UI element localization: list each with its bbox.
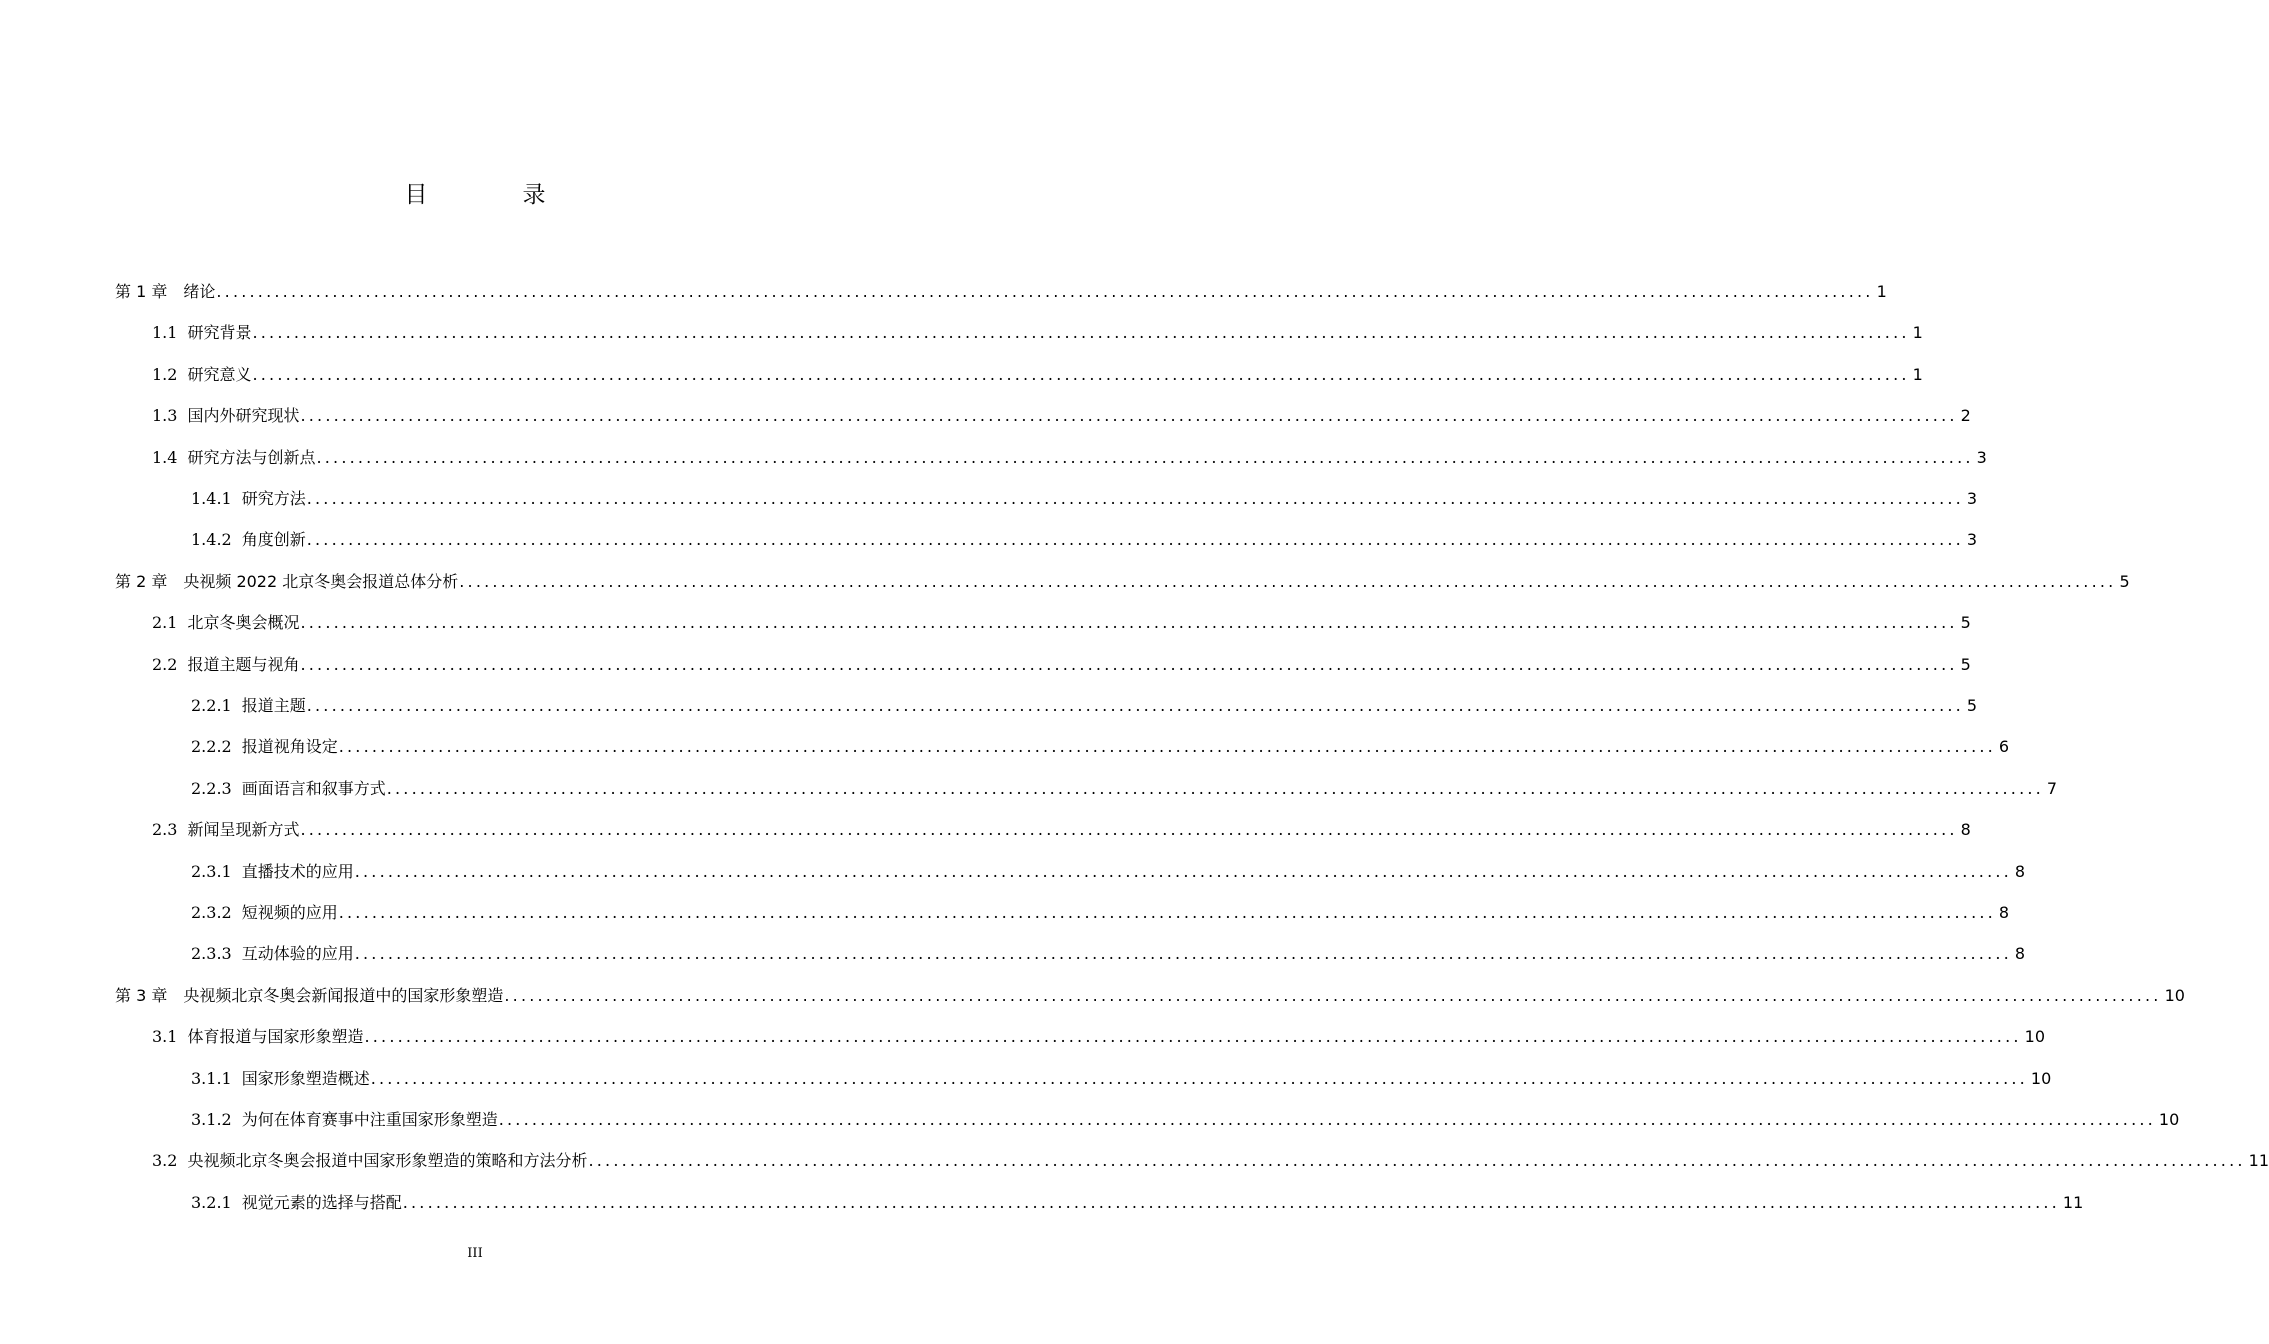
toc-entry-page: 3 [1966, 530, 1978, 550]
toc-entry-page: 5 [1960, 654, 1971, 674]
toc-entry-page: 11 [2062, 1192, 2084, 1212]
toc-entry[interactable] [191, 769, 2058, 809]
toc-dot-leader: ........................................................................................................................................................................................................ [316, 447, 1974, 467]
toc-entry[interactable] [152, 438, 1987, 478]
toc-entry[interactable] [191, 520, 1978, 560]
toc-entry-title: 为何在体育赛事中注重国家形象塑造 [241, 1110, 498, 1129]
toc-entry-title: 研究背景 [187, 323, 252, 343]
toc-dot-leader: ........................................................................................................................................................................................................ [216, 282, 1874, 301]
toc-entry-title: 新闻呈现新方式 [187, 820, 300, 840]
toc-dot-leader: ........................................................................................................................................................................................................ [306, 696, 1964, 715]
toc-dot-leader: ........................................................................................................................................................................................................ [364, 1027, 2022, 1047]
toc-entry-number: 2.1 [152, 613, 178, 633]
toc-entry-page: 10 [2024, 1027, 2046, 1047]
toc-entry-number: 1.2 [152, 364, 178, 384]
toc-dot-leader: ........................................................................................................................................................................................................ [402, 1192, 2060, 1212]
toc-dot-leader: ........................................................................................................................................................................................................ [354, 861, 2012, 881]
toc-entry-page: 1 [1876, 282, 1887, 301]
toc-entry-number: 3.2 [152, 1151, 178, 1171]
toc-entry-title: 体育报道与国家形象塑造 [187, 1027, 364, 1047]
toc-entry[interactable] [152, 1141, 2269, 1181]
toc-dot-leader: ........................................................................................................................................................................................................ [338, 737, 1996, 757]
toc-entry-page: 1 [1912, 364, 1923, 384]
toc-entry-number: 3.1 [152, 1027, 178, 1047]
toc-entry-page: 7 [2046, 778, 2058, 798]
toc-entry-title: 央视频 2022 北京冬奥会报道总体分析 [183, 571, 459, 591]
toc-entry[interactable] [152, 355, 1923, 395]
page-title: 目 录 [404, 182, 582, 208]
toc-entry-page: 8 [2014, 944, 2026, 964]
page-number-footer: III [467, 1246, 483, 1261]
toc-entry-title: 互动体验的应用 [241, 944, 354, 964]
toc-entry-title: 画面语言和叙事方式 [241, 778, 386, 798]
toc-entry-title: 角度创新 [241, 530, 306, 550]
toc-entry-title: 研究方法 [241, 489, 306, 508]
toc-entry[interactable] [191, 1059, 2052, 1099]
toc-entry-title: 报道主题 [241, 696, 306, 715]
toc-entry-title: 央视频北京冬奥会新闻报道中的国家形象塑造 [183, 985, 504, 1005]
toc-dot-leader: ........................................................................................................................................................................................................ [300, 613, 1958, 633]
toc-entry-page: 10 [2030, 1068, 2052, 1088]
toc-entry-number: 1.4 [152, 447, 178, 467]
toc-entry-page: 5 [1960, 613, 1971, 633]
toc-entry-number: 2.3.1 [191, 861, 232, 881]
toc-entry-number: 1.1 [152, 323, 178, 343]
toc-entry[interactable] [191, 1183, 2084, 1223]
toc-entry-page: 2 [1960, 406, 1971, 426]
toc-entry[interactable] [152, 1017, 2046, 1057]
toc-entry-page: 5 [2119, 571, 2130, 591]
toc-entry[interactable] [152, 603, 1971, 643]
toc-entry[interactable] [152, 396, 1971, 436]
toc-entry[interactable] [115, 562, 2130, 602]
toc-entry-number: 2.2 [152, 654, 178, 674]
toc-entry-number: 2.2.1 [191, 696, 232, 715]
toc-entry-page: 3 [1976, 447, 1987, 467]
toc-dot-leader: ........................................................................................................................................................................................................ [386, 778, 2044, 798]
toc-entry-title: 报道主题与视角 [187, 654, 300, 674]
toc-entry[interactable] [191, 727, 2010, 767]
toc-entry[interactable] [191, 1100, 2180, 1140]
toc-entry-page: 8 [2014, 861, 2026, 881]
toc-entry-page: 5 [1966, 696, 1978, 715]
toc-dot-leader: ........................................................................................................................................................................................................ [252, 323, 1910, 343]
toc-entry[interactable] [191, 686, 1978, 726]
toc-entry-title: 报道视角设定 [241, 737, 338, 757]
toc-entry-title: 短视频的应用 [241, 903, 338, 922]
toc-entry[interactable] [191, 852, 2026, 892]
toc-dot-leader: ........................................................................................................................................................................................................ [504, 985, 2162, 1005]
toc-dot-leader: ........................................................................................................................................................................................................ [338, 903, 1996, 922]
toc-entry-title: 直播技术的应用 [241, 861, 354, 881]
toc-dot-leader: ........................................................................................................................................................................................................ [354, 944, 2012, 964]
toc-dot-leader: ........................................................................................................................................................................................................ [300, 654, 1958, 674]
toc-dot-leader: ........................................................................................................................................................................................................ [252, 364, 1910, 384]
toc-entry-page: 8 [1960, 820, 1971, 840]
toc-entry-number: 2.2.3 [191, 778, 232, 798]
toc-entry[interactable] [191, 479, 1978, 519]
toc-entry-title: 北京冬奥会概况 [187, 613, 300, 633]
toc-entry[interactable] [115, 976, 2185, 1016]
toc-entry-number: 3.2.1 [191, 1192, 232, 1212]
toc-entry-number: 第 2 章 [115, 571, 168, 591]
toc-entry[interactable] [152, 810, 1971, 850]
toc-entry[interactable] [191, 934, 2026, 974]
toc-entry-number: 3.1.1 [191, 1068, 232, 1088]
toc-entry-title: 央视频北京冬奥会报道中国家形象塑造的策略和方法分析 [187, 1151, 588, 1171]
toc-entry-title: 研究意义 [187, 364, 252, 384]
toc-entry[interactable] [191, 893, 2010, 933]
toc-entry-number: 第 1 章 [115, 282, 168, 301]
toc-entry-number: 2.3.2 [191, 903, 232, 922]
toc-dot-leader: ........................................................................................................................................................................................................ [498, 1110, 2156, 1129]
toc-entry-page: 10 [2158, 1110, 2180, 1129]
toc-entry-title: 视觉元素的选择与搭配 [241, 1192, 402, 1212]
toc-entry-number: 2.2.2 [191, 737, 232, 757]
toc-entry-title: 绪论 [183, 282, 216, 301]
toc-entry-number: 1.4.2 [191, 530, 232, 550]
toc-entry-number: 2.3 [152, 820, 178, 840]
toc-dot-leader: ........................................................................................................................................................................................................ [588, 1151, 2246, 1171]
toc-entry-number: 第 3 章 [115, 985, 168, 1005]
toc-entry-number: 2.3.3 [191, 944, 232, 964]
toc-entry[interactable] [115, 272, 1887, 312]
toc-dot-leader: ........................................................................................................................................................................................................ [459, 571, 2117, 591]
toc-entry-number: 1.4.1 [191, 489, 232, 508]
toc-entry-page: 8 [1998, 903, 2010, 922]
toc-dot-leader: ........................................................................................................................................................................................................ [300, 406, 1958, 426]
toc-dot-leader: ........................................................................................................................................................................................................ [306, 489, 1964, 508]
toc-entry-title: 研究方法与创新点 [187, 447, 316, 467]
toc-dot-leader: ........................................................................................................................................................................................................ [370, 1068, 2028, 1088]
toc-entry-page: 3 [1966, 489, 1978, 508]
toc-entry-page: 6 [1998, 737, 2010, 757]
toc-entry[interactable] [152, 645, 1971, 685]
toc-entry[interactable] [152, 313, 1923, 353]
toc-dot-leader: ........................................................................................................................................................................................................ [300, 820, 1958, 840]
toc-dot-leader: ........................................................................................................................................................................................................ [306, 530, 1964, 550]
toc-entry-title: 国家形象塑造概述 [241, 1068, 370, 1088]
toc-entry-number: 3.1.2 [191, 1110, 232, 1129]
toc-entry-title: 国内外研究现状 [187, 406, 300, 426]
toc-entry-page: 1 [1912, 323, 1923, 343]
toc-entry-page: 10 [2164, 985, 2185, 1005]
toc-entry-number: 1.3 [152, 406, 178, 426]
toc-entry-page: 11 [2248, 1151, 2269, 1171]
